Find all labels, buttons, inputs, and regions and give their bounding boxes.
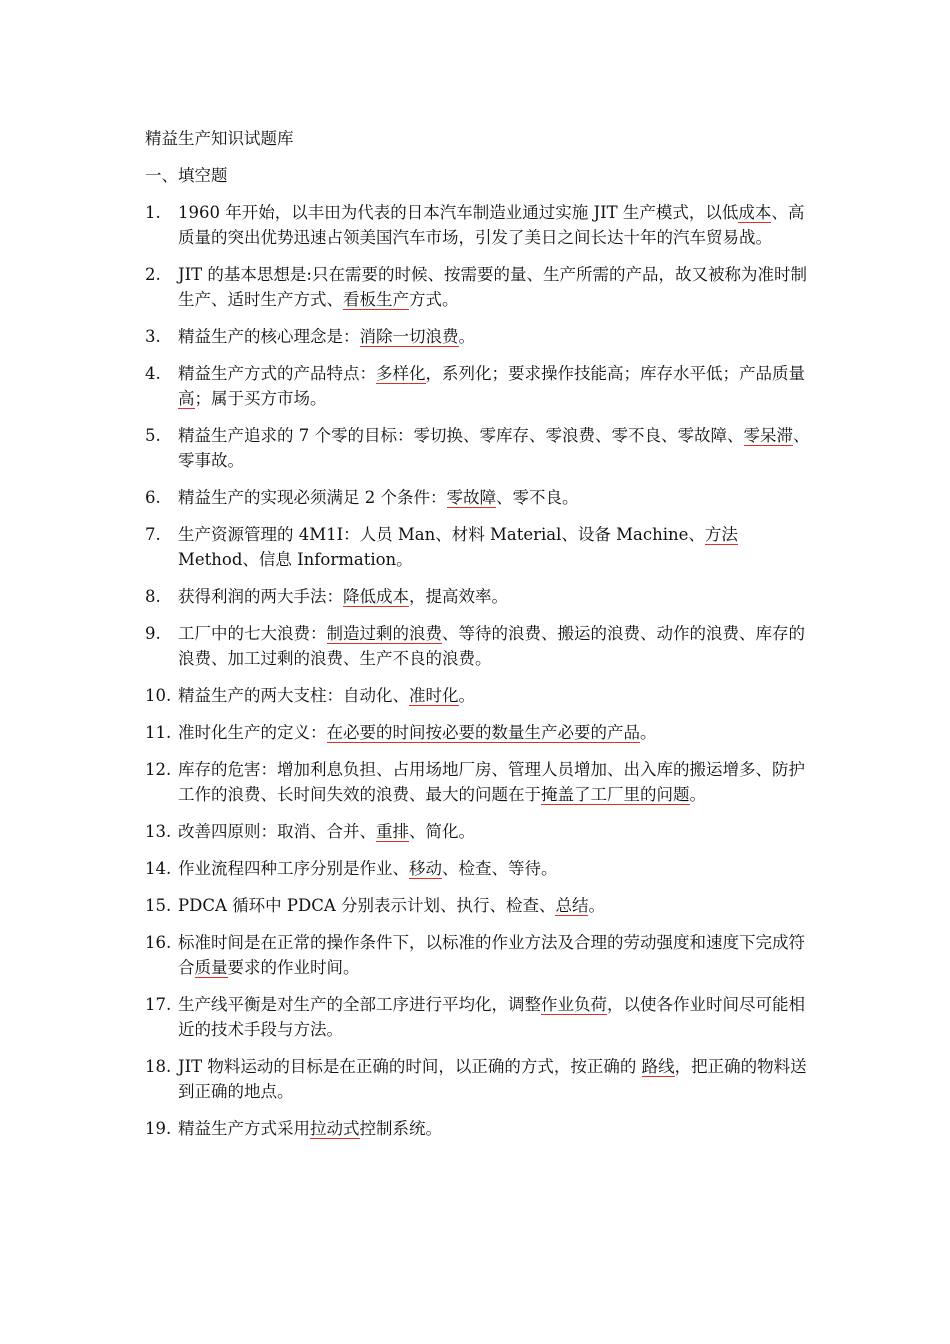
question-text-segment: ，提高效率。	[409, 587, 508, 606]
question-text-segment: 工厂中的七大浪费：	[178, 624, 327, 643]
question-text-segment: 。	[458, 686, 475, 705]
question-text	[178, 522, 815, 572]
question-item	[145, 621, 815, 671]
question-item	[145, 856, 815, 881]
answer-blank: 移动	[409, 859, 442, 878]
question-number: 13.	[145, 822, 172, 841]
answer-blank: 总结	[555, 896, 589, 915]
answer-blank: 作业负荷	[541, 995, 607, 1014]
answer-blank: 制造过剩的浪费	[326, 624, 442, 643]
question-item	[145, 423, 815, 473]
answer-blank: 路线	[641, 1057, 675, 1076]
question-text	[178, 720, 815, 745]
question-text-segment: 精益生产方式的产品特点：	[178, 364, 376, 383]
question-number: 5.	[145, 426, 161, 445]
question-item	[145, 361, 815, 411]
question-text	[178, 621, 815, 671]
question-text-segment: 标准时间是在正常的操作条件下，以标准的作业方法及合理的劳动强度和速度下完成符合	[178, 933, 805, 977]
answer-blank: 看板生产	[343, 290, 409, 309]
question-text-segment: 。	[588, 896, 605, 915]
question-item	[145, 262, 815, 312]
answer-blank: 在必要的时间按必要的数量生产必要的产品	[326, 723, 640, 742]
question-text-segment: 。	[640, 723, 657, 742]
answer-blank: 质量	[194, 958, 228, 977]
answer-blank: 重排	[376, 822, 409, 841]
question-text-segment: 获得利润的两大手法：	[178, 587, 343, 606]
question-text-segment: Method、信息 Information。	[178, 550, 413, 569]
question-number: 11.	[145, 723, 172, 742]
answer-blank: 降低成本	[343, 587, 409, 606]
question-item	[145, 485, 815, 510]
question-text-segment: 库存的危害：增加利息负担、占用场地厂房、管理人员增加、出入库的搬运增多、防护工作的浪费、长时间失效的浪费、最大的问题在于	[178, 760, 805, 804]
question-text-segment: ，把正确的物料送到正确的地点。	[178, 1057, 807, 1101]
question-item	[145, 930, 815, 980]
question-text-segment: 精益生产的两大支柱：自动化、	[178, 686, 409, 705]
question-text	[178, 1054, 815, 1104]
question-item	[145, 683, 815, 708]
answer-blank: 方法	[704, 525, 738, 544]
answer-blank: 多样化	[376, 364, 426, 383]
question-number: 15.	[145, 896, 172, 915]
question-text-segment: 精益生产方式采用	[178, 1119, 310, 1138]
question-number: 19.	[145, 1119, 172, 1138]
question-list	[145, 200, 815, 1153]
question-text-segment: ；属于买方市场。	[194, 389, 327, 408]
question-text-segment: 、简化。	[409, 822, 475, 841]
answer-blank: 零呆滞	[743, 426, 793, 445]
question-number: 1.	[145, 203, 161, 222]
answer-blank: 准时化	[409, 686, 459, 705]
question-text-segment: 、检查、等待。	[442, 859, 558, 878]
question-text-segment: 、零事故。	[178, 426, 810, 470]
question-text-segment: 作业流程四种工序分别是作业、	[178, 859, 409, 878]
answer-blank: 消除一切浪费	[359, 327, 459, 346]
question-item	[145, 1054, 815, 1104]
question-text-segment: 方式。	[409, 290, 459, 309]
question-text	[178, 262, 815, 312]
question-item	[145, 1116, 815, 1141]
question-text-segment: ，以使各作业时间尽可能相近的技术手段与方法。	[178, 995, 805, 1039]
question-text	[178, 423, 815, 473]
question-text-segment: 、零不良。	[496, 488, 579, 507]
question-text	[178, 683, 815, 708]
section-heading: 一、填空题	[145, 166, 228, 185]
question-text	[178, 819, 815, 844]
question-item	[145, 324, 815, 349]
question-item	[145, 819, 815, 844]
question-text-segment: 改善四原则：取消、合并、	[178, 822, 376, 841]
question-text	[178, 930, 815, 980]
question-text	[178, 361, 815, 411]
question-text-segment: 准时化生产的定义：	[178, 723, 327, 742]
question-number: 8.	[145, 587, 161, 606]
question-text-segment: 生产线平衡是对生产的全部工序进行平均化，调整	[178, 995, 541, 1014]
question-text-segment: 精益生产的核心理念是：	[178, 327, 360, 346]
question-text	[178, 992, 815, 1042]
question-item	[145, 992, 815, 1042]
question-text-segment: 要求的作业时间。	[227, 958, 360, 977]
question-item	[145, 720, 815, 745]
question-number: 9.	[145, 624, 161, 643]
question-item	[145, 200, 815, 250]
answer-blank: 高	[178, 389, 195, 408]
question-text	[178, 584, 815, 609]
question-text	[178, 1116, 815, 1141]
question-text	[178, 757, 815, 807]
question-text-segment: 精益生产的实现必须满足 2 个条件：	[178, 488, 447, 507]
question-text-segment: 、等待的浪费、搬运的浪费、动作的浪费、库存的浪费、加工过剩的浪费、生产不良的浪费。	[178, 624, 805, 668]
question-text-segment: 、高质量的突出优势迅速占领美国汽车市场，引发了美日之间长达十年的汽车贸易战。	[178, 203, 805, 247]
question-text	[178, 200, 815, 250]
question-text-segment: 。	[458, 327, 475, 346]
question-number: 10.	[145, 686, 172, 705]
question-text-segment: 。	[689, 785, 706, 804]
question-text-segment: 控制系统。	[359, 1119, 442, 1138]
question-text-segment: JIT 的基本思想是:只在需要的时候、按需要的量、生产所需的产品，故又被称为准时制生产、适时生产方式、	[178, 265, 807, 309]
question-item	[145, 522, 815, 572]
question-number: 2.	[145, 265, 161, 284]
question-text-segment: 生产资源管理的 4M1I：人员 Man、材料 Material、设备 Machine、	[178, 525, 705, 544]
question-text-segment: PDCA 循环中 PDCA 分别表示计划、执行、检查、	[178, 896, 556, 915]
question-number: 4.	[145, 364, 161, 383]
question-text-segment: ，系列化；要求操作技能高；库存水平低；产品质量	[425, 364, 805, 383]
question-number: 18.	[145, 1057, 172, 1076]
question-item	[145, 893, 815, 918]
answer-blank: 零故障	[446, 488, 496, 507]
question-item	[145, 757, 815, 807]
answer-blank: 掩盖了工厂里的问题	[541, 785, 690, 804]
answer-blank: 拉动式	[310, 1119, 360, 1138]
question-text-segment: 1960 年开始，以丰田为代表的日本汽车制造业通过实施 JIT 生产模式，以低	[178, 203, 739, 222]
answer-blank: 成本	[738, 203, 772, 222]
question-text	[178, 324, 815, 349]
question-number: 17.	[145, 995, 172, 1014]
question-number: 14.	[145, 859, 172, 878]
document-title: 精益生产知识试题库	[145, 129, 294, 148]
question-number: 6.	[145, 488, 161, 507]
question-item	[145, 584, 815, 609]
question-text	[178, 893, 815, 918]
question-number: 7.	[145, 525, 161, 544]
question-text-segment: 精益生产追求的 7 个零的目标：零切换、零库存、零浪费、零不良、零故障、	[178, 426, 744, 445]
question-number: 12.	[145, 760, 172, 779]
question-text-segment: JIT 物料运动的目标是在正确的时间，以正确的方式，按正确的	[178, 1057, 642, 1076]
question-number: 3.	[145, 327, 161, 346]
question-number: 16.	[145, 933, 172, 952]
question-text	[178, 856, 815, 881]
question-text	[178, 485, 815, 510]
